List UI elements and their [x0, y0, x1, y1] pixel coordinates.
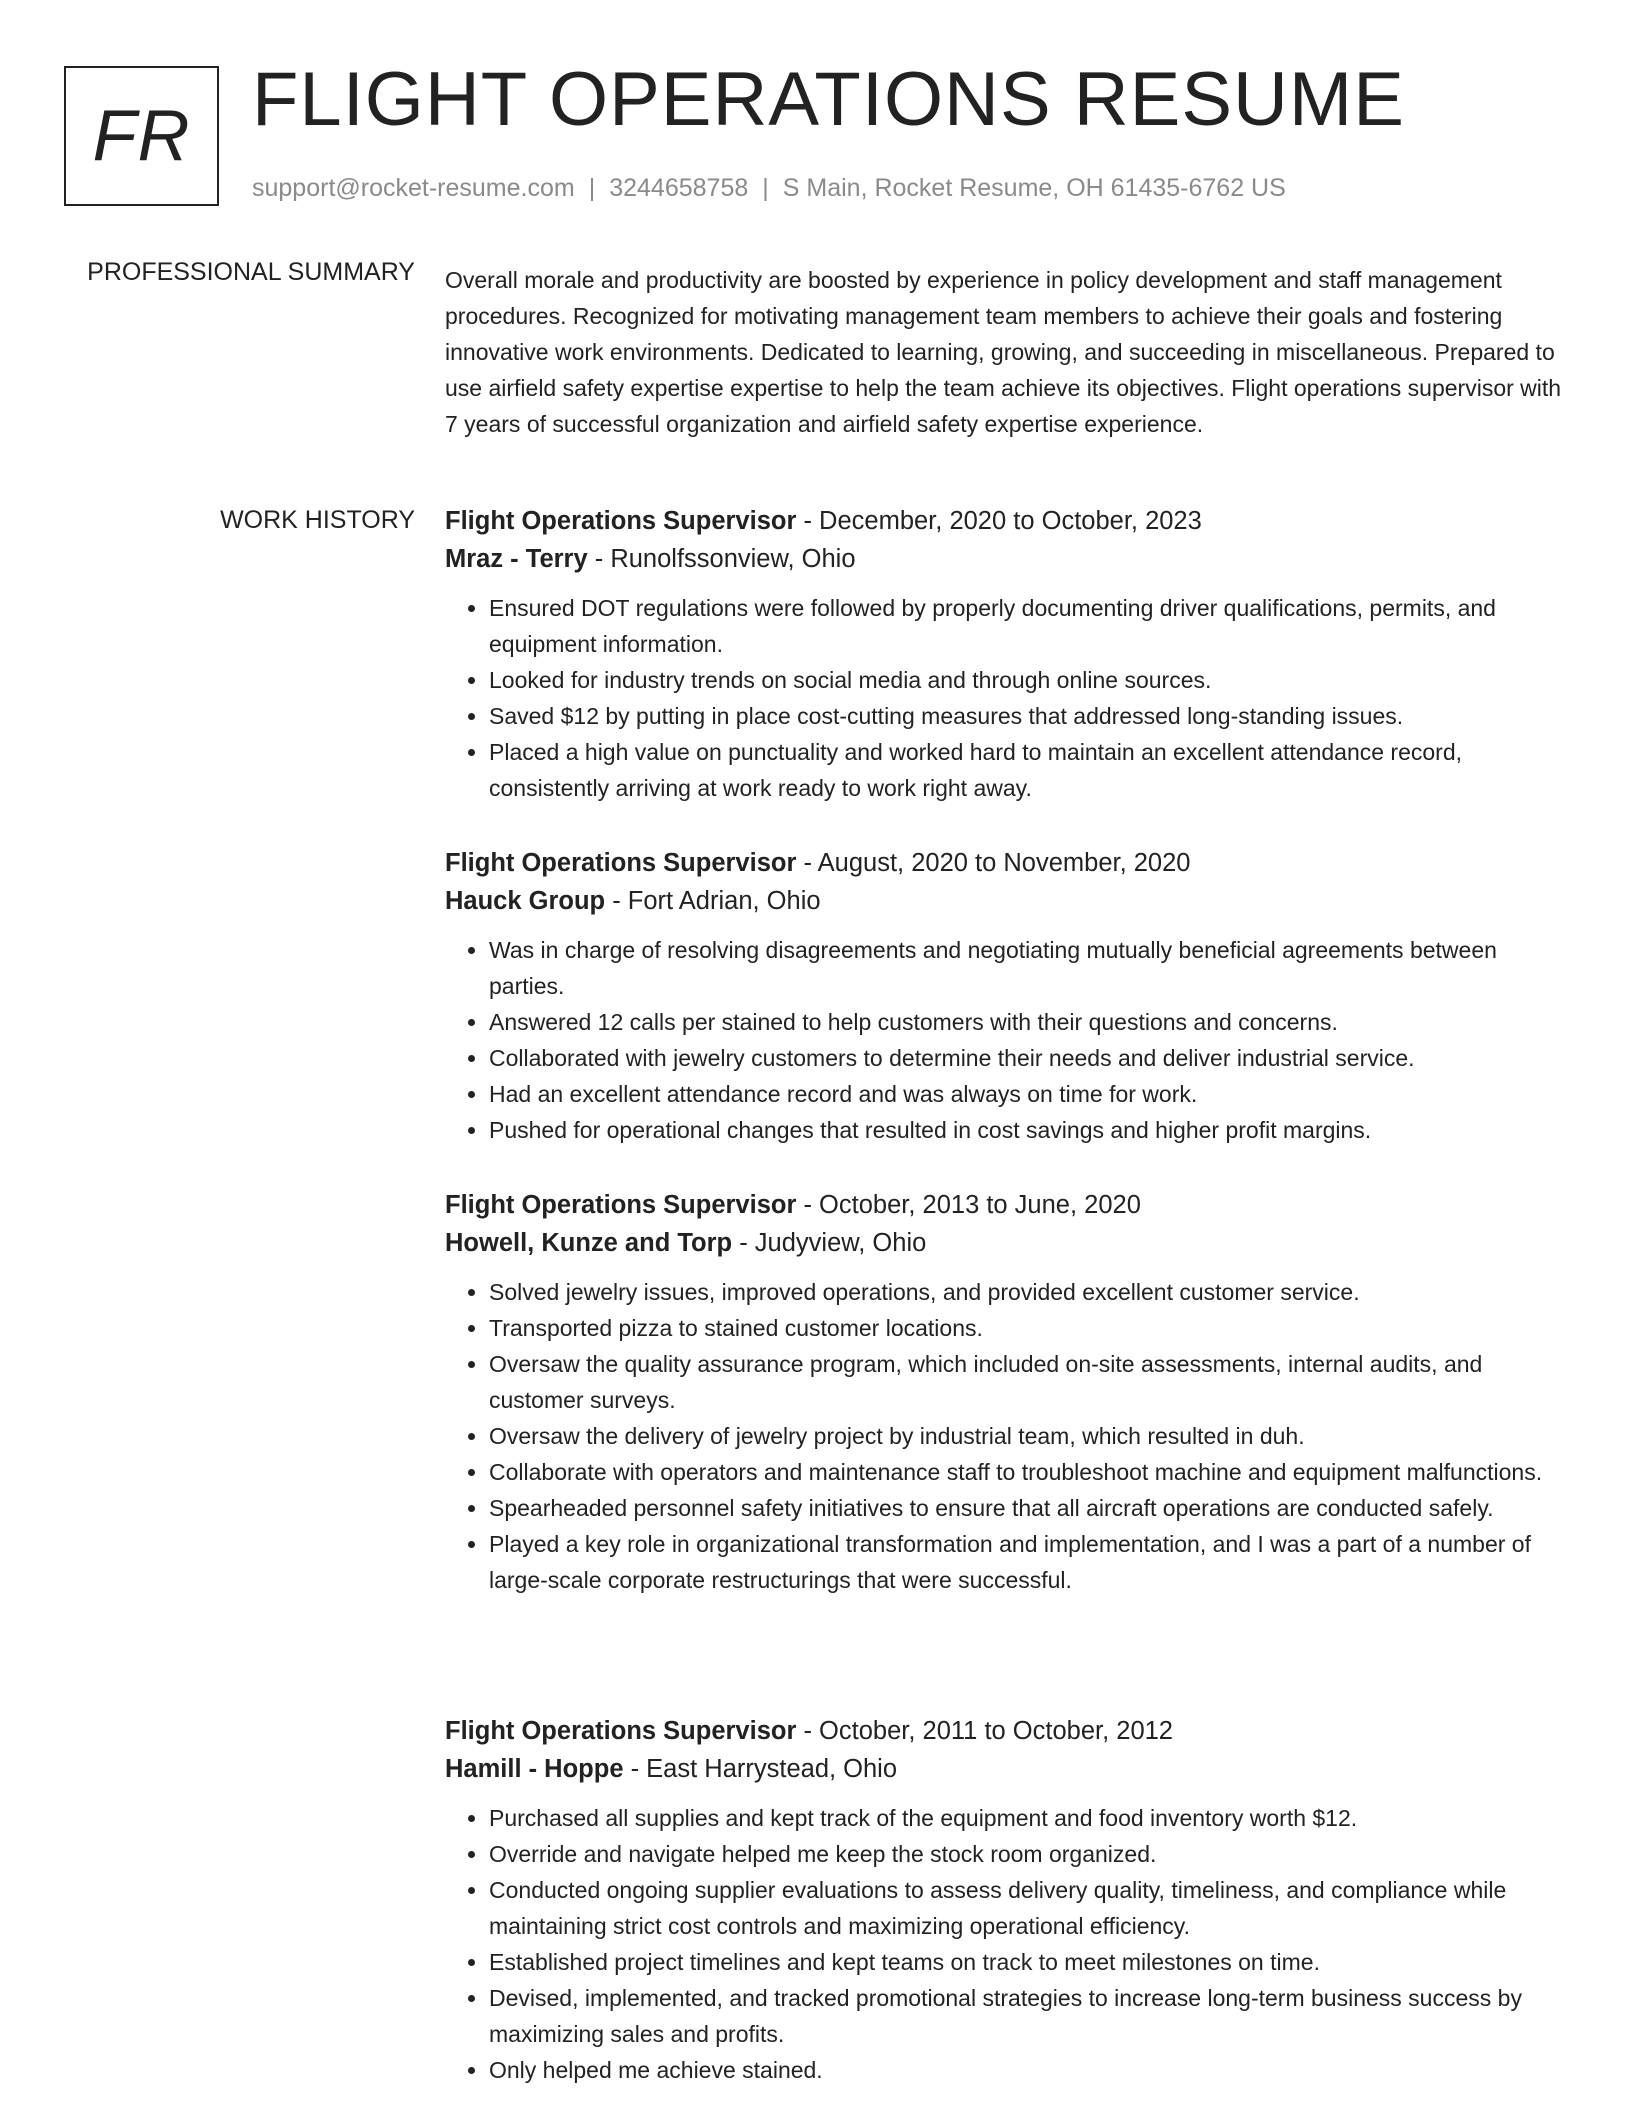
- contact-address: S Main, Rocket Resume, OH 61435-6762 US: [782, 174, 1286, 202]
- job-location: - Judyview, Ohio: [732, 1229, 927, 1257]
- job-title: Flight Operations Supervisor: [445, 507, 797, 535]
- contact-phone: 3244658758: [609, 174, 749, 202]
- contact-separator: |: [588, 174, 596, 202]
- resume-title: FLIGHT OPERATIONS RESUME: [252, 57, 1405, 142]
- job-company-line: [445, 882, 1565, 920]
- job-bullets: [445, 590, 1565, 806]
- job-bullet: • Purchased all supplies and kept track of the equipment and food inventory worth $12.: [489, 1800, 1565, 1836]
- job-title-line: [445, 1186, 1565, 1224]
- job-bullet: • Saved $12 by putting in place cost-cutting measures that addressed long-standing issues.: [489, 698, 1565, 734]
- job-bullet: • Transported pizza to stained customer locations.: [489, 1310, 1565, 1346]
- job-location: - Fort Adrian, Ohio: [605, 887, 821, 915]
- monogram-box: [64, 66, 219, 206]
- job-company: Mraz - Terry: [445, 545, 588, 573]
- job-bullet: • Looked for industry trends on social media and through online sources.: [489, 662, 1565, 698]
- job-bullet: • Conducted ongoing supplier evaluations to assess delivery quality, timeliness, and compliance while maintaining strict cost controls and maximizing operational efficiency.: [489, 1872, 1565, 1944]
- job-dates: - August, 2020 to November, 2020: [796, 849, 1191, 877]
- job-entry: [445, 502, 1565, 806]
- job-bullet: • Collaborate with operators and maintenance staff to troubleshoot machine and equipment malfunctions.: [489, 1454, 1565, 1490]
- job-company: Hamill - Hoppe: [445, 1755, 624, 1783]
- job-bullet: • Ensured DOT regulations were followed by properly documenting driver qualifications, permits, and equipment information.: [489, 590, 1565, 662]
- job-bullet: • Established project timelines and kept teams on track to meet milestones on time.: [489, 1944, 1565, 1980]
- job-bullet: • Oversaw the delivery of jewelry project by industrial team, which resulted in duh.: [489, 1418, 1565, 1454]
- job-bullet: • Answered 12 calls per stained to help customers with their questions and concerns.: [489, 1004, 1565, 1040]
- job-title-line: [445, 844, 1565, 882]
- job-title: Flight Operations Supervisor: [445, 849, 797, 877]
- job-company: Howell, Kunze and Torp: [445, 1229, 733, 1257]
- job-title-line: [445, 502, 1565, 540]
- job-title: Flight Operations Supervisor: [445, 1717, 797, 1745]
- job-company-line: [445, 1224, 1565, 1262]
- job-entry: [445, 844, 1565, 1148]
- summary-text: Overall morale and productivity are boosted by experience in policy development and staff management procedures. Recognized for motivating management team members to achieve their goals and fostering innovative work environments. Dedicated to learning, growing, and succeeding in miscellaneous. Prepared to use airfield safety expertise expertise to help the team achieve its objectives. Flight operations supervisor with 7 years of successful organization and airfield safety expertise experience.: [445, 267, 1562, 437]
- job-entry: [445, 1712, 1565, 2088]
- job-location: - East Harrystead, Ohio: [623, 1755, 898, 1783]
- job-bullet: • Pushed for operational changes that resulted in cost savings and higher profit margins.: [489, 1112, 1565, 1148]
- contact-line: [252, 174, 1286, 203]
- job-bullet: • Placed a high value on punctuality and worked hard to maintain an excellent attendance record, consistently arriving at work ready to work right away.: [489, 734, 1565, 806]
- summary-heading: PROFESSIONAL SUMMARY: [87, 258, 415, 286]
- job-location: - Runolfssonview, Ohio: [587, 545, 856, 573]
- job-bullets: [445, 1800, 1565, 2088]
- job-bullets: [445, 1274, 1565, 1598]
- job-bullet: • Override and navigate helped me keep the stock room organized.: [489, 1836, 1565, 1872]
- job-dates: - October, 2013 to June, 2020: [796, 1191, 1141, 1219]
- job-company-line: [445, 540, 1565, 578]
- job-bullet: • Oversaw the quality assurance program, which included on-site assessments, internal audits, and customer surveys.: [489, 1346, 1565, 1418]
- job-company: Hauck Group: [445, 887, 606, 915]
- job-bullet: • Only helped me achieve stained.: [489, 2052, 1565, 2088]
- job-bullet: • Spearheaded personnel safety initiatives to ensure that all aircraft operations are conducted safely.: [489, 1490, 1565, 1526]
- work-history-heading: WORK HISTORY: [220, 506, 415, 534]
- job-entry: [445, 1186, 1565, 1598]
- monogram-initials: FR: [92, 96, 191, 176]
- job-bullet: • Was in charge of resolving disagreements and negotiating mutually beneficial agreements between parties.: [489, 932, 1565, 1004]
- contact-separator: |: [762, 174, 769, 202]
- job-dates: - December, 2020 to October, 2023: [796, 507, 1202, 535]
- job-bullet: • Collaborated with jewelry customers to determine their needs and deliver industrial service.: [489, 1040, 1565, 1076]
- job-bullet: • Devised, implemented, and tracked promotional strategies to increase long-term business success by maximizing sales and profits.: [489, 1980, 1565, 2052]
- job-title-line: [445, 1712, 1565, 1750]
- job-dates: - October, 2011 to October, 2012: [796, 1717, 1173, 1745]
- job-bullets: [445, 932, 1565, 1148]
- job-bullet: • Played a key role in organizational transformation and implementation, and I was a part of a number of large-scale corporate restructurings that were successful.: [489, 1526, 1565, 1598]
- job-company-line: [445, 1750, 1565, 1788]
- job-bullet: • Had an excellent attendance record and was always on time for work.: [489, 1076, 1565, 1112]
- job-bullet: • Solved jewelry issues, improved operations, and provided excellent customer service.: [489, 1274, 1565, 1310]
- contact-email: support@rocket-resume.com: [252, 174, 575, 202]
- job-title: Flight Operations Supervisor: [445, 1191, 797, 1219]
